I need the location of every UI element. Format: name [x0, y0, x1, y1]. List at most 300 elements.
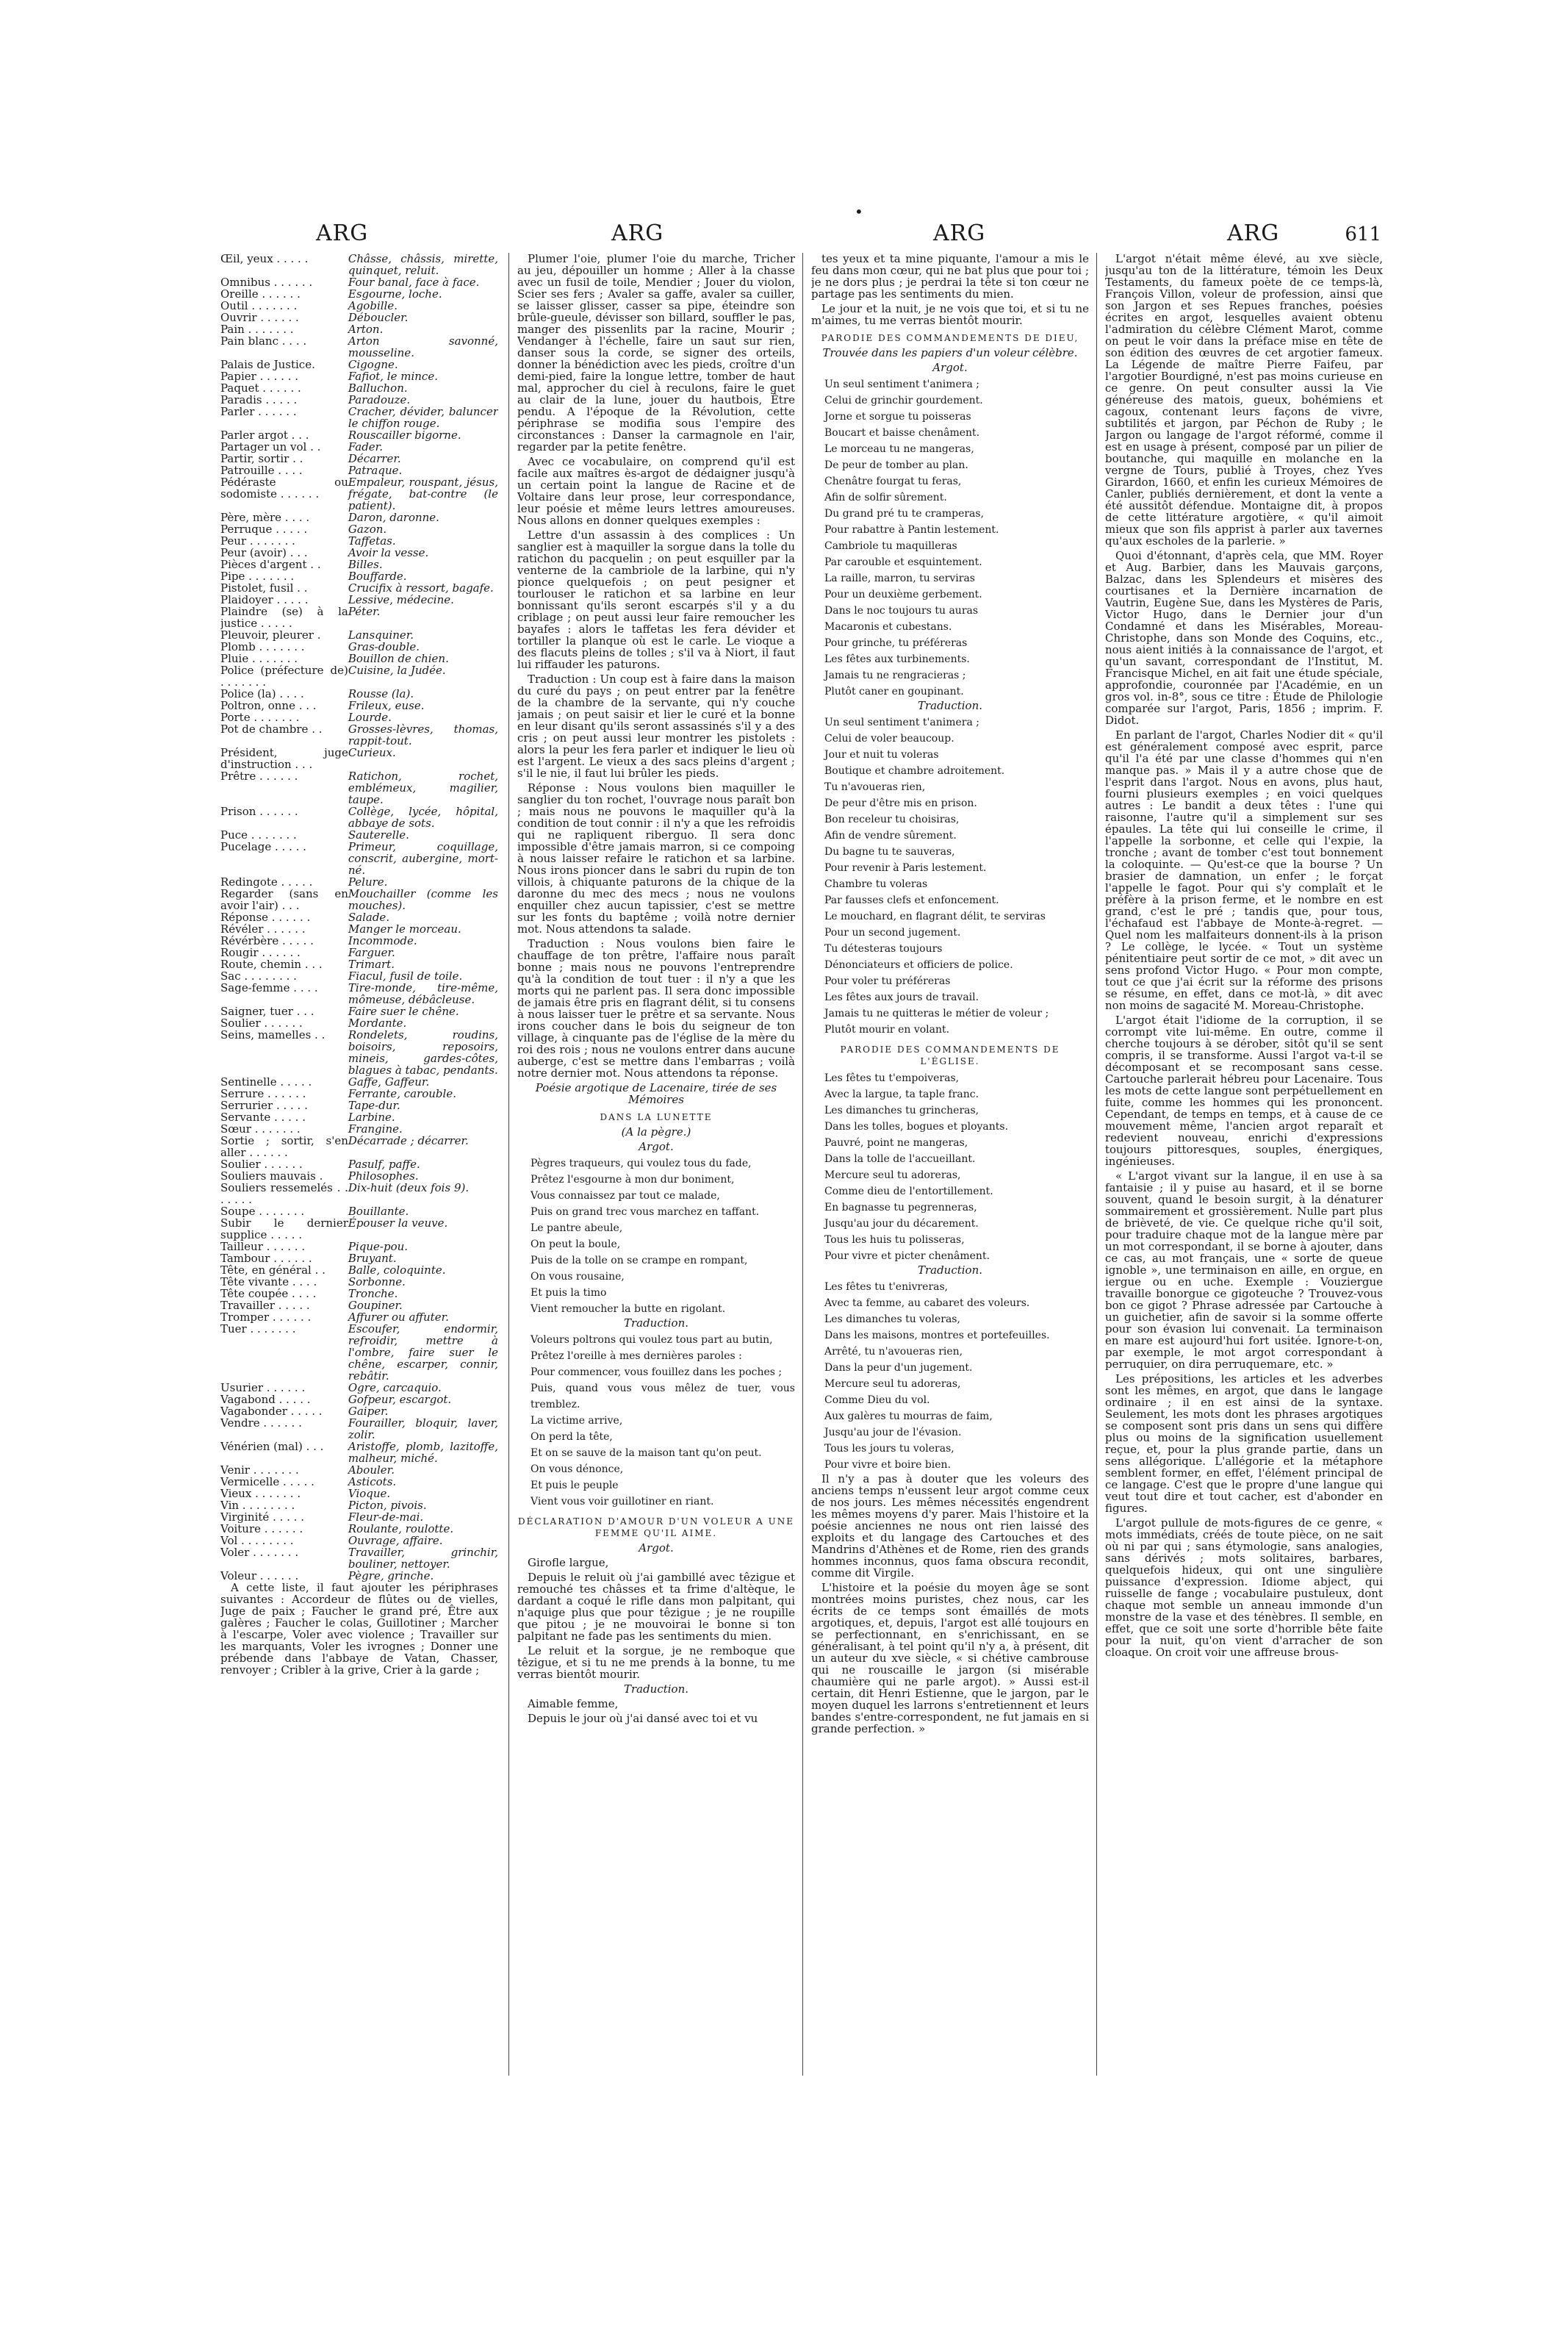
column-3-top-paragraphs [811, 253, 1089, 326]
glossary-term: Omnibus . . . . . . [220, 276, 313, 289]
dictionary-page [220, 220, 1381, 2102]
glossary-definition: Gaiper. [348, 1405, 389, 1418]
glossary-row [220, 288, 498, 300]
glossary-term: Vénérien (mal) . . . [220, 1440, 324, 1453]
glossary-row [220, 370, 498, 382]
paragraph: Traduction : Nous voulons bien faire le chauffage de ton prêtre, l'affaire nous paraît bonne ; mais nous ne pouvons l'entreprendre qu'à la condition de tout tuer : il n'y a que les morts qui ne parlent pas. Il sera donc impossible de jamais être pris en flagrant délit, si tu consens à nous laisser tuer le prêtre et sa servante. Nous irons coucher dans le bois du seigneur de ton village, à cinquante pas de l'église de la mère du roi des rois ; nous ne voulons entrer dans aucune auberge, c'est se mettre dans l'embarras ; voilà notre dernier mot. Nous attendons ta réponse. [517, 937, 795, 1080]
verse-line: Puis de la tolle on se crampe en rompant, [531, 1255, 748, 1266]
eglise-title: PARODIE DES COMMANDEMENTS DE L'ÉGLISE. [840, 1044, 1060, 1066]
glossary-row [220, 547, 498, 559]
glossary-definition: Curieux. [348, 746, 396, 759]
glossary-term: Voler . . . . . . . [220, 1546, 299, 1559]
parodie-subtitle: Trouvée dans les papiers d'un voleur célèbre. [822, 346, 1078, 359]
paragraph: Le jour et la nuit, je ne vois que toi, et si tu ne m'aimes, tu me verras bientôt mourir. [811, 302, 1089, 327]
glossary-term: Parler . . . . . . [220, 405, 297, 418]
glossary-definition: Cuisine, la Judée. [348, 664, 446, 677]
glossary-term: Pot de chambre . . [220, 723, 323, 736]
verse-line: Macaronis et cubestans. [824, 621, 952, 633]
glossary-row [220, 1417, 498, 1441]
glossary-term: Servante . . . . . [220, 1111, 306, 1124]
glossary-definition: Incommode. [348, 934, 417, 947]
glossary-row [220, 1241, 498, 1252]
verse-line: Voleurs poltrons qui voulez tous part au butin, [531, 1334, 773, 1346]
glossary-term: Pédéraste ou sodomiste . . . . . . [220, 476, 348, 501]
glossary-definition: Primeur, coquillage, conscrit, aubergine, mort-né. [348, 840, 498, 877]
glossary-row [220, 1135, 498, 1158]
verse-line: Mercure seul tu adoreras, [824, 1169, 961, 1181]
glossary-row [220, 1017, 498, 1029]
verse-line: Pour revenir à Paris lestement. [824, 862, 987, 874]
glossary-row [220, 1264, 498, 1276]
paragraph: L'histoire et la poésie du moyen âge se sont montrées moins puristes, chez nous, car les écrits de ce temps sont émaillés de mots argotiques, et, depuis, l'argot est allé toujours en se perfectionnant, en s'enrichissant, en se généralisant, à tel point qu'il n'y a, à présent, dit un auteur du xve siècle, « si chétive cambrouse qui ne rouscaille le jargon (si misérable chaumière qui ne parle argot). » Aussi est-il certain, dit Henri Estienne, que le jargon, par le moyen duquel les larrons s'entretiennent et leurs bandes s'entre-correspondent, ne fut jamais en si grande perfection. » [811, 1581, 1089, 1735]
paragraph: Plumer l'oie, plumer l'oie du marche, Tricher au jeu, dépouiller un homme ; Aller à la chasse avec un fusil de toile, Mendier ; Jouer du violon, Scier ses fers ; Avaler sa gaffe, avaler sa cuiller, se laisser glisser, casser sa pipe, éteindre son brûle-gueule, dévisser son billard, souffler le pas, manger des pissenlits par la racine, Mourir ; Vendanger à l'échelle, faire un saut sur rien, danser sous la corde, se signer des orteils, donner la bénédiction avec les pieds, croître d'un demi-pied, faire la longue lettre, tomber de haut mal, approcher du ciel à reculons, faire le guet au clair de la lune, jouer du hautbois, Être pendu. A l'époque de la Révolution, cette périphrase se modifia sous l'empire des circonstances : Danser la carmagnole en l'air, regarder par la petite fenêtre. [517, 253, 795, 453]
glossary-term: Sortie ; sortir, s'en aller . . . . . . [220, 1134, 348, 1159]
glossary-row [220, 300, 498, 312]
verse-line: Vient vous voir guillotiner en riant. [531, 1496, 714, 1507]
glossary-term: Prison . . . . . . [220, 805, 298, 818]
glossary-row [220, 523, 498, 535]
declaration-title: DÉCLARATION D'AMOUR D'UN VOLEUR A UNE FEMME QU'IL AIME. [518, 1516, 794, 1538]
glossary-term: Patrouille . . . . [220, 464, 303, 477]
verse-line: Jour et nuit tu voleras [824, 749, 939, 761]
glossary-row [220, 923, 498, 935]
glossary-row [220, 1299, 498, 1311]
verse-line: Jusqu'au jour de l'évasion. [824, 1427, 962, 1438]
verse-line: Aux galères tu mourras de faim, [824, 1410, 993, 1422]
glossary-definition: Balluchon. [348, 381, 408, 395]
verse-line: Pour commencer, vous fouillez dans les poches ; [531, 1366, 783, 1378]
glossary-term: Partager un vol . . [220, 440, 321, 453]
column-3 [811, 253, 1089, 2076]
glossary-row [220, 570, 498, 582]
eglise-argot-verses [811, 1070, 1089, 1264]
verse-line: Vient remoucher la butte en rigolant. [531, 1303, 726, 1315]
glossary-definition: Cracher, dévider, baluncer le chiffon rouge. [348, 405, 498, 430]
verse-line: Afin de vendre sûrement. [824, 830, 957, 842]
glossary-term: Seins, mamelles . . [220, 1028, 326, 1041]
glossary-row [220, 429, 498, 441]
glossary-row [220, 1488, 498, 1499]
column-rule [508, 253, 509, 2076]
verse-line: On vous dénonce, [531, 1463, 624, 1475]
glossary-term: Tambour . . . . . . [220, 1252, 312, 1265]
verse-line: Celui de voler beaucoup. [824, 733, 954, 745]
glossary-row [220, 594, 498, 606]
glossary-term: Sage-femme . . . . [220, 981, 318, 994]
verse-line: Les fêtes tu t'enivreras, [824, 1281, 949, 1293]
verse-line: De peur d'être mis en prison. [824, 797, 977, 809]
glossary-definition: Frileux, euse. [348, 699, 425, 712]
glossary-definition: Taffetas. [348, 534, 396, 548]
paragraph: L'argot n'était même élevé, au xve siècle, jusqu'au ton de la littérature, témoin les Deux Testaments, du fameux poète de ce temps-là, François Villon, voleur de profession, ainsi que son Jargon et ses Repues franches, poésies écrites en argot, lesquelles avaient obtenu l'admiration du célèbre Clément Marot, comme on peut le voir dans la préface mise en tête de son édition des œuvres de cet argotier fameux. La Légende de maître Pierre Faifeu, par l'argotier Bourdigné, n'est pas moins curieuse en ce genre. On peut consulter aussi la Vie généreuse des matois, gueux, bohémiens et cagoux, contenant leurs façons de vivre, subtilités et jargon, par Péchon de Ruby ; le Jargon ou langage de l'argot réformé, comme il est en usage à présent, composé par un pilier de boutanche, qui maquille en molanche en la vergne de Tours, publié à Troyes, chez Yves Girardon, 1660, et enfin les curieux Mémoires de Canler, publiés dernièrement, et dont la vente a été aussitôt défendue. Montaigne dit, à propos de cette littérature argotière, « qu'il aimoit mieux que son fils apprist à parler aux tavernes qu'aux escholes de la parlerie. » [1105, 253, 1383, 548]
parodie-title: PARODIE DES COMMANDEMENTS DE DIEU, [821, 333, 1079, 343]
glossary-term: Pièces d'argent . . [220, 558, 321, 571]
glossary-term: Père, mère . . . . [220, 511, 310, 524]
glossary-term: Tête coupée . . . . [220, 1287, 317, 1300]
glossary-row [220, 841, 498, 876]
argot-label: Argot. [639, 1541, 674, 1555]
verse-line: La raille, marron, tu serviras [824, 573, 975, 584]
glossary-row [220, 1076, 498, 1088]
glossary-row [220, 970, 498, 982]
glossary-term: Soulier . . . . . . [220, 1017, 303, 1030]
glossary-row [220, 359, 498, 370]
glossary-definition: Pègre, grinche. [348, 1569, 434, 1582]
verse-line: Pour voler tu préféreras [824, 975, 951, 987]
declaration-paragraphs [517, 1571, 795, 1680]
periphrase-note: A cette liste, il faut ajouter les périphrases suivantes : Accordeur de flûtes ou de vielles, Juge de paix ; Faucher le grand pré, Être aux galères ; Faucher le colas, Guillotiner ; Marcher à l'escarpe, Voler avec violence ; Travailler sur les marquants, Voler les ivrognes ; Donner une prébende dans l'abbaye de Vatan, Chasser, renvoyer ; Cribler à la grive, Crier à la garde ; [220, 1581, 498, 1677]
glossary-term: Voleur . . . . . . [220, 1569, 299, 1582]
verse-line: Le morceau tu ne mangeras, [824, 443, 974, 455]
glossary-term: Poltron, onne . . . [220, 699, 317, 712]
glossary-definition: Travailler, grinchir, bouliner, nettoyer. [348, 1546, 498, 1571]
paragraph: tes yeux et ta mine piquante, l'amour a mis le feu dans mon cœur, qui ne bat plus que pour toi ; je ne dors plus ; je perdrai la tête si ton cœur ne partage pas les sentiments du mien. [811, 253, 1089, 301]
poem-intro: Poésie argotique de Lacenaire, tirée de ses Mémoires [535, 1081, 777, 1106]
verse-line: Par carouble et esquintement. [824, 556, 982, 568]
glossary-term: Prêtre . . . . . . [220, 770, 298, 783]
glossary-definition: Faire suer le chêne. [348, 1005, 459, 1018]
glossary-definition: Bouillon de chien. [348, 652, 449, 665]
glossary-row [220, 1441, 498, 1464]
glossary-row [220, 335, 498, 359]
glossary-term: Peur (avoir) . . . [220, 546, 308, 559]
glossary-term: Vol . . . . . . . . [220, 1534, 294, 1547]
glossary-term: Plaidoyer . . . . . [220, 593, 309, 606]
verse-line: Jamais tu ne quitteras le métier de voleur ; [824, 1008, 1049, 1019]
glossary-definition: Mordante. [348, 1017, 407, 1030]
verse-line: Plutôt mourir en volant. [824, 1024, 950, 1036]
verse-line: Pauvré, point ne mangeras, [824, 1137, 968, 1149]
glossary-term: Parler argot . . . [220, 429, 309, 442]
glossary-row [220, 276, 498, 288]
glossary-row [220, 1276, 498, 1288]
glossary-definition: Crucifix à ressort, bagafe. [348, 581, 494, 595]
glossary-term: Perruque . . . . . [220, 523, 308, 536]
glossary-row [220, 535, 498, 547]
glossary-row [220, 1288, 498, 1299]
glossary-term: Travailler . . . . . [220, 1299, 310, 1312]
glossary-row [220, 1205, 498, 1217]
glossary-definition: Péter. [348, 605, 381, 618]
glossary-term: Papier . . . . . . [220, 370, 299, 383]
column-3-bottom-paragraphs [811, 1473, 1089, 1735]
column-1 [220, 253, 498, 2076]
glossary-term: Pipe . . . . . . . [220, 570, 295, 583]
verse-line: Pour grinche, tu préféreras [824, 637, 968, 649]
glossary-term: Président, juge d'instruction . . . [220, 746, 348, 771]
glossary-definition: Tronche. [348, 1287, 398, 1300]
verse-line: Avec ta femme, au cabaret des voleurs. [824, 1297, 1030, 1309]
glossary-definition: Affurer ou affuter. [348, 1311, 449, 1324]
glossary-term: Peur . . . . . . . [220, 534, 295, 548]
verse-line: Par fausses clefs et enfoncement. [824, 894, 999, 906]
glossary-term: Pain . . . . . . . [220, 323, 294, 336]
glossary-term: Regarder (sans en avoir l'air) . . . [220, 887, 348, 912]
verse-line: On peut la boule, [531, 1238, 621, 1250]
ink-mark: • [855, 203, 863, 220]
glossary-definition: Décarrer. [348, 452, 401, 465]
verse-line: Pègres traqueurs, qui voulez tous du fade, [531, 1158, 752, 1169]
glossary-row [220, 1535, 498, 1546]
column-4-paragraphs [1105, 253, 1383, 1658]
paragraph: L'argot pullule de mots-figures de ce genre, « mots immédiats, créés de toute pièce, on ne sait où ni par qui ; sans étymologie, sans analogies, sans dérivés ; mots solitaires, barbares, quelquefois hideux, qui ont une singulière puissance d'expression. Idiome abject, qui ruisselle de fange ; vocabulaire pustuleux, dont chaque mot semble un anneau immonde d'un monstre de la vase et des ténèbres. Il semble, en effet, que ce soit une sorte d'horrible bête faite pour la nuit, qu'on vient d'arracher de son cloaque. On croit voir une affreuse brous- [1105, 1516, 1383, 1659]
verse-line: Un seul sentiment t'animera ; [824, 717, 980, 728]
verse-line: Les fêtes aux jours de travail. [824, 992, 979, 1003]
glossary-row [220, 1382, 498, 1394]
verse-line: Dans la peur d'un jugement. [824, 1362, 973, 1374]
glossary-row [220, 1476, 498, 1488]
paragraph: L'argot était l'idiome de la corruption, il se corrompt vite lui-même. En outre, comme il cherche toujours à se dérober, sitôt qu'il se sent compris, il se transforme. Aussi l'argot va-t-il se décomposant et se recomposant sans cesse. Cartouche parlerait hébreu pour Lacenaire. Tous les mots de cette langue sont perpétuellement en fuite, comme les hommes qui les prononcent. Cependant, de temps en temps, et à cause de ce mouvement même, l'ancien argot reparaît et redevient nouveau, enrichi d'expressions toujours pittoresques, souples, énergiques, ingénieuses. [1105, 1014, 1383, 1168]
verse-line: Dans le noc toujours tu auras [824, 605, 979, 617]
verse-line: Jusqu'au jour du décarement. [824, 1218, 979, 1230]
verse-line: Pour vivre et boire bien. [824, 1459, 952, 1471]
verse-line: Dans les tolles, bogues et ployants. [824, 1121, 1009, 1133]
glossary-row [220, 958, 498, 970]
declaration-salutation: Girofle largue, [528, 1556, 609, 1569]
paragraph: En parlant de l'argot, Charles Nodier dit « qu'il est généralement composé avec esprit, parce qu'il l'a été par une classe d'hommes qui n'en manque pas. » Mais il y a autre chose que de l'esprit dans l'argot. Nous en avons, plus haut, fourni plusieurs exemples ; en voici quelques autres : Le bandit a deux têtes : l'une qui raisonne, l'autre qu'il a simplement sur ses épaules. La tête qui lui conseille le crime, il l'appelle la sorbonne, et celle qui l'expie, la tronche ; avant de tomber c'est tout bonnement la coloquinte. — Qu'est-ce que la bourse ? Un brasier de damnation, un enfer ; le forçat l'appelle le fagot. Pour qui s'y complaît et le préfère à la prison ferme, et le nombre en est grand, c'est le pré ; tandis que, pour tous, l'échafaud est l'abbaye de Monte-à-regret. — Quel nom les malfaiteurs donnent-ils à la prison ? Le collège, le lycée. « Tout un système pénitentiaire peut sortir de ce mot, » dit avec un sens profond Victor Hugo. « Pour mon compte, tout ce que j'ai écrit sur la réforme des prisons se résume, en effet, dans ce mot-là, » dit avec non moins de sagacité M. Moreau-Christophe. [1105, 728, 1383, 1012]
verse-line: Tous les jours tu voleras, [824, 1443, 954, 1455]
glossary-term: Virginité . . . . . [220, 1510, 304, 1524]
glossary-term: Outil . . . . . . . [220, 299, 298, 312]
translation-label: Traduction. [917, 699, 983, 712]
verse-line: Et puis la timo [531, 1287, 607, 1299]
glossary-row [220, 641, 498, 653]
glossary-definition: Bruyant. [348, 1252, 397, 1265]
paragraph: Le reluit et la sorgue, je ne remboque que têzigue, et si tu ne me prends à la bonne, tu me verras bientôt mourir. [517, 1644, 795, 1681]
glossary-row [220, 1029, 498, 1076]
glossary-definition: Cigogne. [348, 358, 398, 371]
paragraph: Depuis le jour où j'ai dansé avec toi et vu [528, 1712, 758, 1725]
glossary-term: Serrurier . . . . . [220, 1099, 308, 1112]
glossary-row [220, 1311, 498, 1323]
verse-line: En bagnasse tu pegrenneras, [824, 1202, 977, 1213]
glossary-definition: Ratichon, rochet, emblémeux, magilier, taupe. [348, 770, 498, 806]
glossary-definition: Esgourne, loche. [348, 287, 442, 301]
glossary-term: Vin . . . . . . . . [220, 1499, 295, 1512]
column-2-paragraphs [517, 253, 795, 1079]
glossary-definition: Four banal, face à face. [348, 276, 480, 289]
glossary-definition: Dix-huit (deux fois 9). [348, 1181, 470, 1194]
glossary-row [220, 406, 498, 429]
glossary-definition: Ferrante, carouble. [348, 1087, 456, 1100]
glossary-row [220, 770, 498, 806]
glossary-definition: Rousse (la). [348, 687, 414, 700]
glossary-row [220, 982, 498, 1005]
glossary-definition: Épouser la veuve. [348, 1216, 448, 1230]
glossary-term: Tête vivante . . . . [220, 1275, 317, 1288]
glossary-row [220, 664, 498, 688]
verse-line: Bon receleur tu choisiras, [824, 814, 960, 825]
glossary-row [220, 629, 498, 641]
verse-line: Comme Dieu du vol. [824, 1394, 930, 1406]
glossary-definition: Farguer. [348, 946, 395, 959]
column-4 [1105, 253, 1383, 2076]
glossary-term: Tailleur . . . . . . [220, 1240, 306, 1253]
verse-line: Pour un second jugement. [824, 927, 961, 939]
glossary-definition: Tape-dur. [348, 1099, 400, 1112]
glossary-term: Venir . . . . . . . [220, 1463, 299, 1477]
glossary-definition: Gofpeur, escargot. [348, 1393, 452, 1406]
glossary-term: Sœur . . . . . . . [220, 1122, 301, 1136]
glossary-term: Partir, sortir . . [220, 452, 303, 465]
glossary-definition: Picton, pivois. [348, 1499, 427, 1512]
glossary-definition: Pasulf, paffe. [348, 1158, 420, 1171]
glossary-term: Œil, yeux . . . . . [220, 253, 309, 265]
glossary-row [220, 1464, 498, 1476]
glossary-term: Puce . . . . . . . [220, 828, 297, 842]
glossary-definition: Salade. [348, 911, 390, 924]
glossary-row [220, 559, 498, 570]
glossary-term: Saigner, tuer . . . [220, 1005, 314, 1018]
glossary-row [220, 653, 498, 664]
glossary-term: Souliers mauvais . [220, 1169, 323, 1183]
glossary-term: Paquet . . . . . . [220, 381, 301, 395]
verse-line: Chenâtre fourgat tu feras, [824, 476, 962, 487]
glossary-definition: Pique-pou. [348, 1240, 409, 1253]
glossary-term: Vieux . . . . . . . [220, 1487, 301, 1500]
glossary-row [220, 723, 498, 747]
glossary-definition: Paradouze. [348, 393, 411, 406]
glossary-term: Sentinelle . . . . . [220, 1075, 312, 1089]
glossary-row [220, 876, 498, 888]
glossary-term: Plaindre (se) à la justice . . . . . [220, 605, 348, 630]
glossary-definition: Lansquiner. [348, 628, 414, 642]
running-head-1: ARG [316, 220, 369, 246]
glossary-row [220, 1123, 498, 1135]
verse-line: Pour vivre et picter chenâment. [824, 1250, 990, 1262]
glossary-definition: Gaffe, Gaffeur. [348, 1075, 430, 1089]
verse-line: Jorne et sorgue tu poisseras [824, 411, 971, 423]
glossary-term: Ouvrir . . . . . . [220, 311, 299, 324]
glossary-row [220, 911, 498, 923]
glossary-definition: Lourde. [348, 711, 392, 724]
glossary-term: Tuer . . . . . . . [220, 1322, 296, 1335]
glossary-row [220, 947, 498, 958]
parodie-argot-verses [811, 376, 1089, 700]
glossary-row [220, 606, 498, 629]
translation-label: Traduction. [623, 1682, 689, 1696]
glossary-term: Plomb . . . . . . . [220, 640, 305, 653]
glossary-definition: Fader. [348, 440, 383, 453]
glossary-definition: Fafiot, le mince. [348, 370, 438, 383]
poem-argot-verses [517, 1155, 795, 1317]
glossary-term: Palais de Justice. [220, 358, 315, 371]
glossary-term: Pleuvoir, pleurer . [220, 628, 321, 642]
verse-line: Les dimanches tu voleras, [824, 1313, 960, 1325]
glossary-row [220, 394, 498, 406]
eglise-translation-verses [811, 1279, 1089, 1473]
glossary-row [220, 1170, 498, 1182]
glossary-definition: Décarrade ; décarrer. [348, 1134, 469, 1147]
verse-line: Tu détesteras toujours [824, 943, 943, 955]
glossary-row [220, 747, 498, 770]
verse-line: La victime arrive, [531, 1415, 623, 1427]
glossary-definition: Avoir la vesse. [348, 546, 429, 559]
column-2 [517, 253, 795, 2076]
glossary-definition: Empaleur, rouspant, jésus, frégate, bat-contre (le patient). [348, 476, 498, 512]
poem-title: DANS LA LUNETTE [600, 1112, 713, 1122]
glossary-term: Redingote . . . . . [220, 875, 313, 889]
verse-line: Celui de grinchir gourdement. [824, 395, 983, 406]
glossary-row [220, 1499, 498, 1511]
glossary-definition: Gazon. [348, 523, 387, 536]
verse-line: Le mouchard, en flagrant délit, te serviras [824, 911, 1046, 922]
glossary-row [220, 829, 498, 841]
glossary-row [220, 312, 498, 323]
glossary-definition: Arton. [348, 323, 384, 336]
running-head-3: ARG [933, 220, 986, 246]
glossary-term: Police (la) . . . . [220, 687, 304, 700]
glossary-term: Usurier . . . . . . [220, 1381, 306, 1394]
verse-line: Avec la largue, ta taple franc. [824, 1089, 979, 1100]
glossary-definition: Agobille. [348, 299, 398, 312]
glossary-row [220, 453, 498, 465]
glossary-definition: Rondelets, roudins, boisoirs, reposoirs, mineis, gardes-côtes, blagues à tabac, pendants. [348, 1028, 498, 1077]
glossary-definition: Sorbonne. [348, 1275, 406, 1288]
running-head-4: ARG [1227, 220, 1280, 246]
verse-line: Mercure seul tu adoreras, [824, 1378, 961, 1390]
glossary-row [220, 512, 498, 523]
glossary-term: Serrure . . . . . . [220, 1087, 306, 1100]
verse-line: Et puis le peuple [531, 1480, 619, 1491]
verse-line: On vous rousaine, [531, 1271, 625, 1283]
glossary-definition: Déboucler. [348, 311, 409, 324]
glossary-row [220, 888, 498, 911]
glossary-definition: Asticots. [348, 1475, 397, 1488]
paragraph: Quoi d'étonnant, d'après cela, que MM. Royer et Aug. Barbier, dans les Mauvais garçons, Balzac, dans les Splendeurs et misères des courtisanes et la Dernière incarnation de Vautrin, Eugène Sue, dans les Mystères de Paris, Victor Hugo, dans le Dernier jour d'un Condamné et dans les Misérables, Moreau-Christophe, dans son Monde des Coquins, etc., nous aient initiés à la connaissance de l'argot, et qu'un savant, correspondant de l'Institut, M. Francisque Michel, en ait fait une étude spéciale, approfondie, couronnée par l'Académie, en un gros vol. in-8°, sous ce titre : Étude de Philologie comparée sur l'argot, Paris, 1856 ; imprim. F. Didot. [1105, 549, 1383, 727]
glossary-definition: Ogre, carcaquio. [348, 1381, 442, 1394]
glossary-term: Vagabond . . . . . [220, 1393, 311, 1406]
verse-line: Un seul sentiment t'animera ; [824, 379, 980, 390]
glossary-row [220, 935, 498, 947]
verse-line: Boucart et baisse chenâment. [824, 427, 980, 439]
glossary-row [220, 1217, 498, 1241]
glossary-term: Soulier . . . . . . [220, 1158, 303, 1171]
verse-line: Les dimanches tu grincheras, [824, 1105, 979, 1116]
running-head-2: ARG [611, 220, 664, 246]
argot-glossary [220, 253, 498, 1582]
glossary-term: Pucelage . . . . . [220, 840, 306, 853]
glossary-definition: Manger le morceau. [348, 922, 461, 936]
paragraph: Avec ce vocabulaire, on comprend qu'il est facile aux maîtres ès-argot de dédaigner jusqu'à un certain point la langue de Racine et de Voltaire dans leur prose, leur correspondance, leur poésie et même leurs lettres amoureuses. Nous allons en donner quelques exemples : [517, 455, 795, 527]
glossary-row [220, 1523, 498, 1535]
glossary-definition: Bouillante. [348, 1205, 409, 1218]
glossary-row [220, 1005, 498, 1017]
verse-line: Puis, quand vous vous mêlez de tuer, vous tremblez. [531, 1383, 795, 1410]
glossary-definition: Billes. [348, 558, 383, 571]
poem-translation-verses [517, 1332, 795, 1510]
glossary-row [220, 253, 498, 276]
verse-line: Dénonciateurs et officiers de police. [824, 959, 1013, 971]
glossary-term: Souliers ressemelés . . . . . . . [220, 1181, 348, 1206]
glossary-term: Pain blanc . . . . [220, 334, 307, 348]
verse-line: On perd la tête, [531, 1431, 613, 1443]
glossary-term: Route, chemin . . . [220, 958, 323, 971]
glossary-row [220, 382, 498, 394]
glossary-term: Porte . . . . . . . [220, 711, 300, 724]
glossary-definition: Rouscailler bigorne. [348, 429, 461, 442]
glossary-row [220, 700, 498, 711]
verse-line: Pour un deuxième gerbement. [824, 589, 982, 600]
glossary-row [220, 465, 498, 476]
glossary-row [220, 441, 498, 453]
paragraph: Réponse : Nous voulons bien maquiller le sanglier du ton rochet, l'ouvrage nous paraît bon ; mais nous ne pouvons le maquiller qu'à la condition de tout connir : il n'y a que les refroidis qui ne rapliquent riberguo. Il sera donc impossible d'être jamais marron, si ce compoing à nous laisser refaire le ratichon et sa larbine. Nous irons pioncer dans le sabri du rupin de ton villois, à chiquante paturons de la chique de la daronne du mec des mecs ; nous ne voulons enquiller chez aucun tapissier, c'est se mettre sur les fonts du baptême ; voilà notre dernier mot. Nous attendons ta salade. [517, 781, 795, 936]
verse-line: Tu n'avoueras rien, [824, 781, 926, 793]
glossary-definition: Roulante, roulotte. [348, 1522, 454, 1535]
paragraph: Traduction : Un coup est à faire dans la maison du curé du pays ; on peut entrer par la fenêtre de la chambre de la servante, qui n'y couche jamais ; on peut saisir et lier le curé et la bonne en leur disant qu'ils seront assassinés s'il y a des cris ; on peut aussi leur montrer les pistolets : alors la peur les fera parler et indiquer le lieu où est l'argent. Le vieux a des sacs pleins d'argent ; s'il le nie, il faut lui brûler les pieds. [517, 673, 795, 780]
glossary-term: Voiture . . . . . . [220, 1522, 303, 1535]
glossary-term: Révéler . . . . . . [220, 922, 306, 936]
